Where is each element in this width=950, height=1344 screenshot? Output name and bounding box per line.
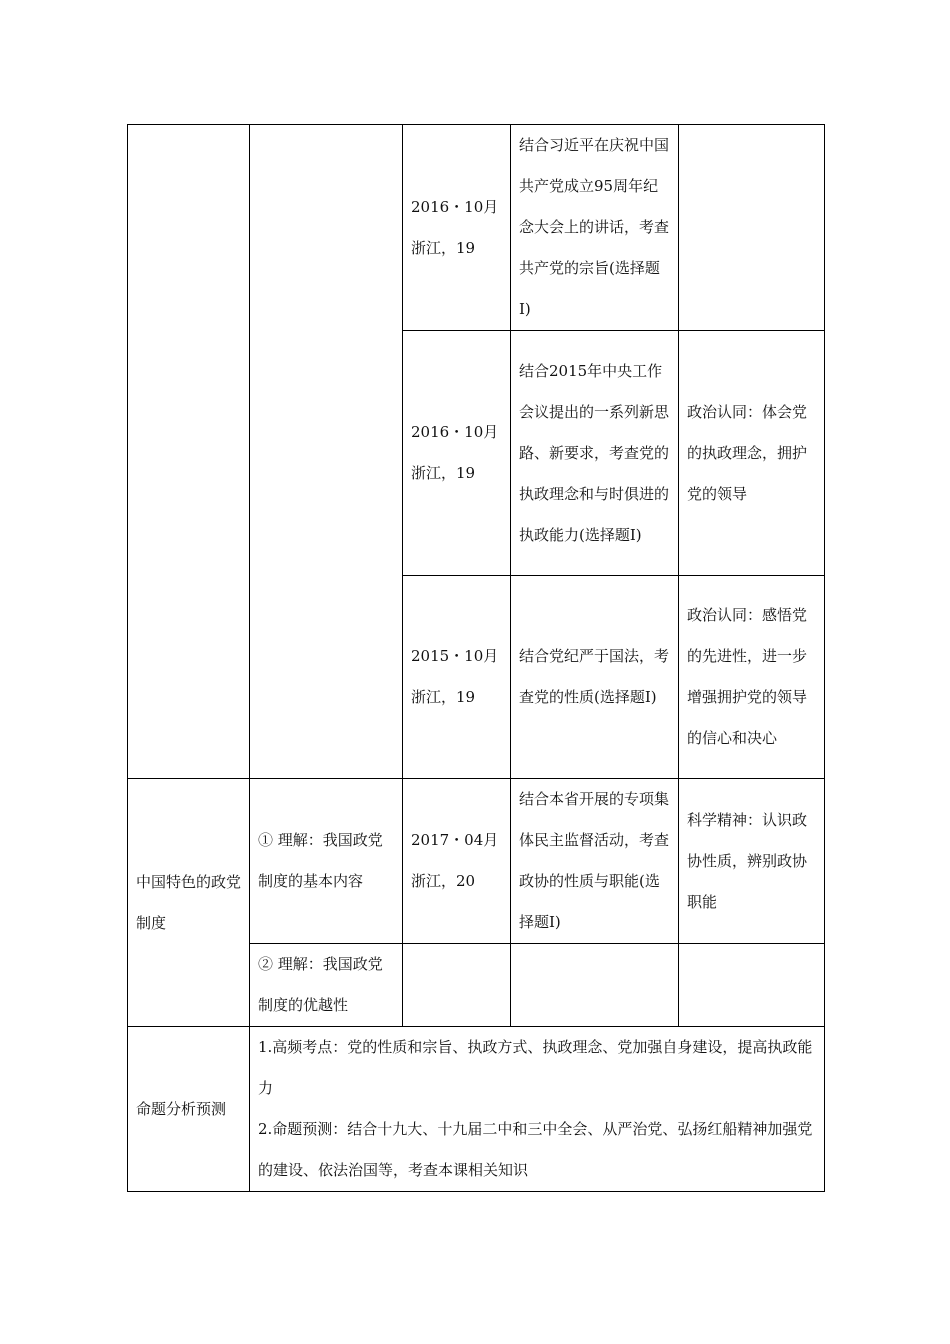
forecast-line-2: 2.命题预测：结合十九大、十九届二中和三中全会、从严治党、弘扬红船精神加强党的建设、依法治国等，考查本课相关知识 (258, 1120, 813, 1179)
exam-cell: 2016・10月 浙江，19 (403, 125, 511, 331)
literacy-cell (679, 125, 825, 331)
table-row (128, 779, 825, 944)
table-row (128, 125, 825, 331)
content-cell: 结合党纪严于国法，考查党的性质(选择题Ⅰ) (511, 576, 679, 779)
forecast-line-1: 1.高频考点：党的性质和宗旨、执政方式、执政理念、党加强自身建设，提高执政能力 (258, 1038, 813, 1097)
topic-cell-empty (128, 125, 250, 779)
requirement-cell-empty (250, 125, 403, 779)
exam-cell-empty (403, 944, 511, 1027)
forecast-content (250, 1027, 825, 1192)
literacy-cell-empty (679, 944, 825, 1027)
literacy-cell: 科学精神：认识政协性质，辨别政协职能 (679, 779, 825, 944)
requirement-cell: ② 理解：我国政党制度的优越性 (250, 944, 403, 1027)
content-cell: 结合本省开展的专项集体民主监督活动，考查政协的性质与职能(选择题Ⅰ) (511, 779, 679, 944)
literacy-cell: 政治认同：感悟党的先进性，进一步增强拥护党的领导的信心和决心 (679, 576, 825, 779)
content-cell: 结合2015年中央工作会议提出的一系列新思路、新要求，考查党的执政理念和与时俱进的执政能力(选择题Ⅰ) (511, 331, 679, 576)
exam-cell: 2016・10月 浙江，19 (403, 331, 511, 576)
exam-cell: 2015・10月 浙江，19 (403, 576, 511, 779)
content-cell: 结合习近平在庆祝中国共产党成立95周年纪念大会上的讲话，考查共产党的宗旨(选择题Ⅰ) (511, 125, 679, 331)
forecast-row (128, 1027, 825, 1192)
requirement-cell: ① 理解：我国政党制度的基本内容 (250, 779, 403, 944)
literacy-cell: 政治认同：体会党的执政理念，拥护党的领导 (679, 331, 825, 576)
exam-cell: 2017・04月 浙江，20 (403, 779, 511, 944)
forecast-label: 命题分析预测 (128, 1027, 250, 1192)
topic-cell: 中国特色的政党制度 (128, 779, 250, 1027)
exam-analysis-table (127, 124, 825, 1192)
content-cell-empty (511, 944, 679, 1027)
